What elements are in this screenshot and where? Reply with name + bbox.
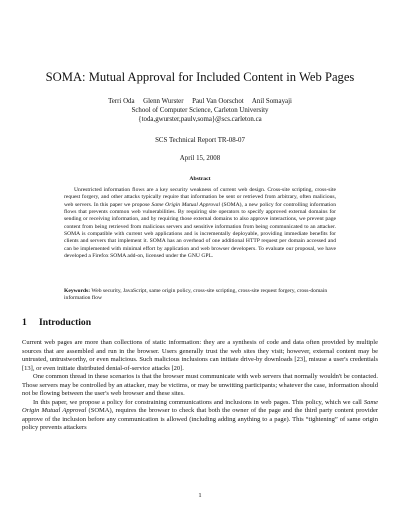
report-date: April 15, 2008	[179, 155, 221, 162]
paragraph-1: Current web pages are more than collections of static information: they are a synthesis of code and data often provided by multiple sources that are assembled and run in the browser. Users generally trust the web sites they visit; however, external content may be untrusted, untrustworthy, or even malicious. Such malicious inclusions can initiate drive-by downloads [23], misuse a user's credentials [13], or even initiate distributed denial-of-service attacks [20].	[22, 339, 378, 372]
paragraph-3-italic: Same Origin Mutual Approval	[22, 398, 378, 415]
abstract-text	[64, 187, 336, 260]
introduction-body	[22, 339, 378, 433]
abstract-text-part1: Unrestricted information flows are a key security weakness of current web design. Cross-site scripting, cross-site request forgery, and other attacks typically require that information be sent or retrieved from arbitrary, often malicious, web servers. In this paper we propose	[64, 187, 336, 208]
abstract-text-italic: Same Origin Mutual Approval	[151, 201, 221, 208]
paragraph-3-part1: In this paper, we propose a policy for constraining communications and inclusions in web pages. This policy, which we call	[33, 398, 364, 406]
abstract-heading: Abstract	[189, 176, 211, 182]
paragraph-3-part2: (SOMA), requires the browser to check that both the owner of the page and the third party content provider approve of the inclusion before any communication is allowed (including adding anything to a page). This “tightening” of same origin policy prevents attackers	[22, 407, 379, 432]
section-title: Introduction	[39, 317, 92, 328]
paragraph-3	[22, 399, 378, 433]
author-affiliation: School of Computer Science, Carleton University	[131, 107, 269, 114]
keywords-list: Web security, JavaScript, same origin policy, cross-site scripting, cross-site request forgery, cross-domain information flow	[64, 288, 328, 302]
paper-title: SOMA: Mutual Approval for Included Content in Web Pages	[45, 70, 355, 84]
paragraph-2: One common thread in these scenarios is that the browser must communicate with web servers that normally wouldn't be contacted. Those servers may be controlled by an attacker, may be victims, or may be unwitting participants; whatever the case, information should not be flowing between the user's web browser and these sites.	[22, 373, 378, 398]
author-email: {toda,gwurster,paulv,soma}@scs.carleton.ca	[138, 116, 262, 123]
section-number: 1	[22, 317, 27, 328]
author-names: Terri Oda Glenn Wurster Paul Van Oorschot Anil Somayaji	[108, 98, 292, 105]
author-block	[0, 97, 400, 124]
abstract-text-part2: (SOMA), a new policy for controlling information flows that prevents common web vulnerabilities. By requiring site operators to specify approved external domains for sending or receiving information, and by requiring those external domains to also approve interactions, we prevent page content from being retrieved from malicious servers and sensitive information from being communicated to an attacker. SOMA is compatible with current web applications and is incrementally deployable, providing immediate benefits for clients and servers that implement it. SOMA has an overhead of one additional HTTP request per domain accessed and can be implemented with minimal effort by application and web browser developers. To evaluate our proposal, we have developed a Firefox SOMA add-on, licensed under the GNU GPL.	[64, 201, 337, 260]
page-number: 1	[198, 492, 202, 499]
keywords-label: Keywords:	[64, 288, 91, 294]
section-heading-introduction	[22, 317, 91, 329]
report-number: SCS Technical Report TR-08-07	[155, 137, 245, 144]
keywords	[64, 288, 336, 303]
